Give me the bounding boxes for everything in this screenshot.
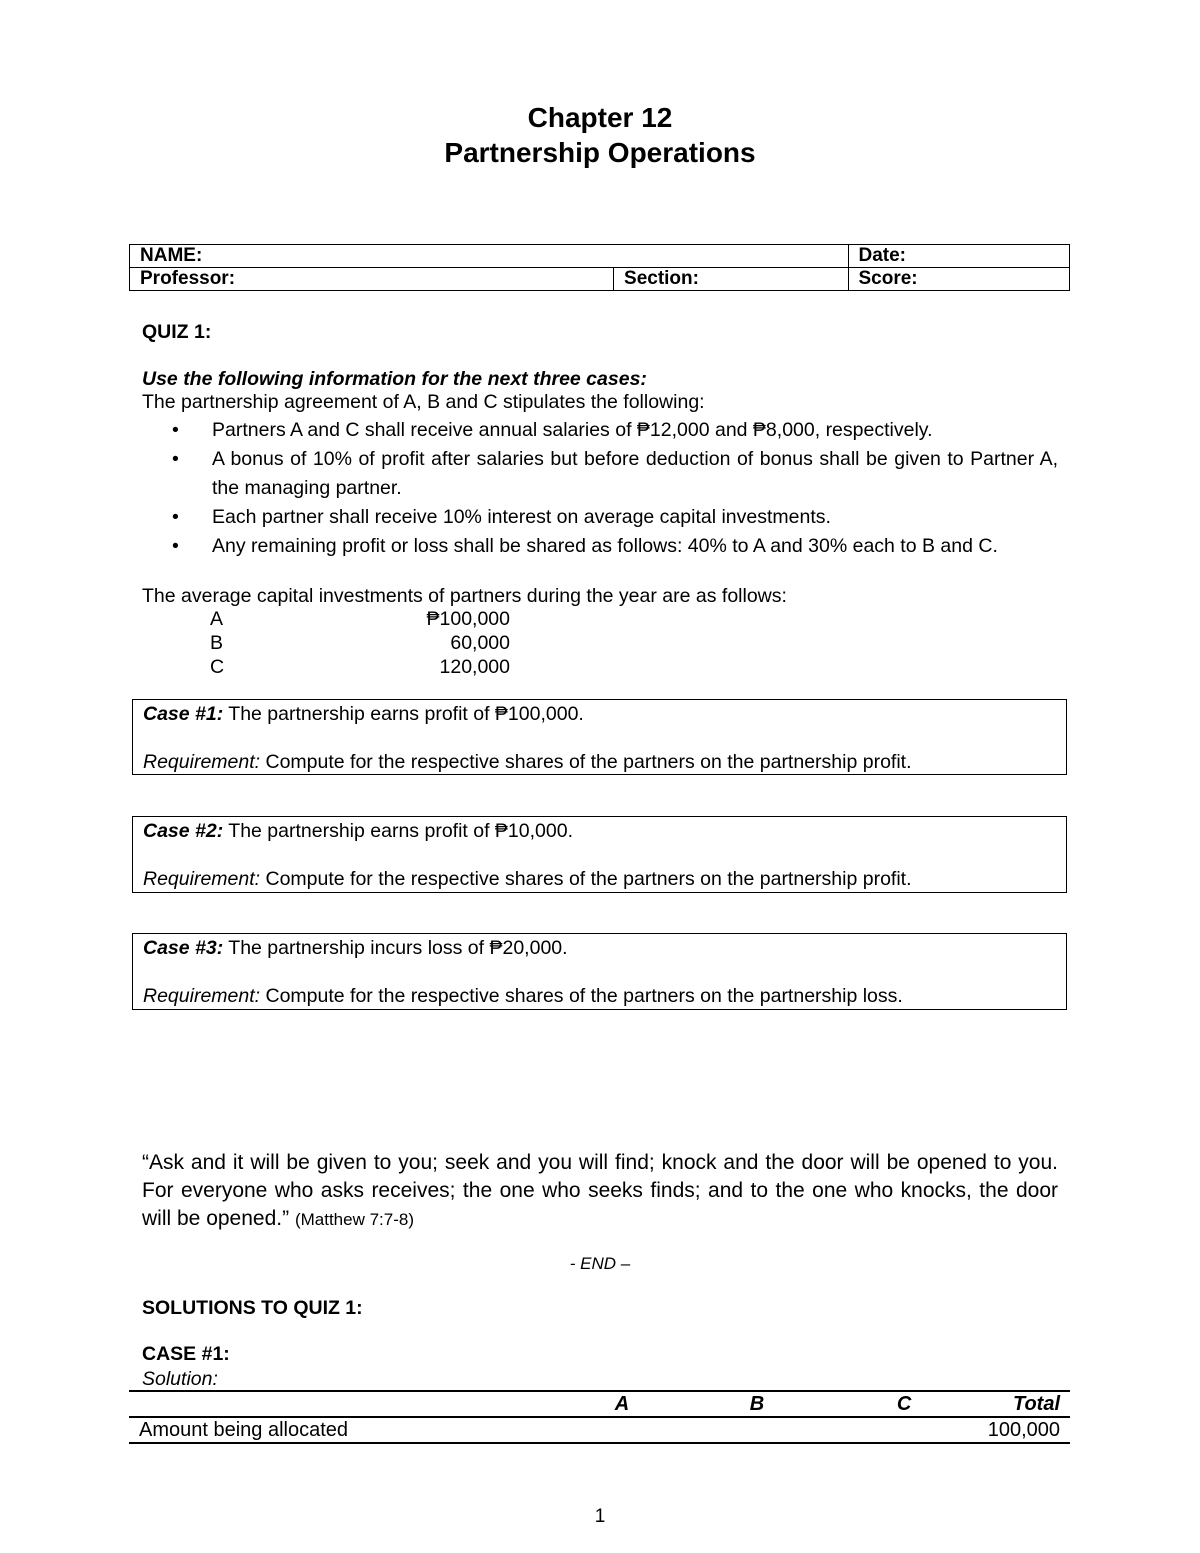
case-label: Case #1:: [143, 703, 224, 725]
page-number: 1: [594, 1506, 606, 1527]
table-cell: Amount being allocated: [129, 1417, 561, 1443]
case-1-box: [132, 699, 1067, 775]
quote-text: “Ask and it will be given to you; seek and you will find; knock and the door will be opened to you. For everyone who asks receives; the one who seeks finds; and to the one who knocks, the door will be opened.”: [142, 1151, 1058, 1230]
requirement-text: Compute for the respective shares of the partners on the partnership loss.: [260, 985, 903, 1007]
bible-quote: [142, 1149, 1058, 1234]
bullet-icon: •: [172, 535, 179, 557]
case-text: The partnership incurs loss of ₱20,000.: [223, 937, 568, 959]
table-cell: 100,000: [978, 1417, 1070, 1443]
list-item: • Each partner shall receive 10% interest on average capital investments.: [142, 503, 1058, 532]
list-item: • Partners A and C shall receive annual salaries of ₱12,000 and ₱8,000, respectively.: [142, 416, 1058, 445]
table-cell: [683, 1417, 830, 1443]
solution-table: [129, 1390, 1070, 1444]
case-3-box: [132, 933, 1067, 1010]
column-header: B: [683, 1391, 830, 1417]
table-row: [210, 607, 510, 631]
end-marker: - END –: [569, 1254, 631, 1273]
capital-amount: 120,000: [439, 656, 510, 678]
quiz-intro: The partnership agreement of A, B and C stipulates the following:: [142, 391, 705, 413]
case-heading: CASE #1:: [142, 1343, 230, 1365]
section-field[interactable]: Section:: [614, 268, 848, 291]
capital-amount: ₱100,000: [426, 608, 510, 630]
quiz-instruction: Use the following information for the next three cases:: [142, 368, 647, 390]
table-header-row: [129, 1391, 1070, 1417]
bullet-icon: •: [172, 448, 179, 470]
capital-intro: The average capital investments of partners during the year are as follows:: [142, 585, 787, 607]
score-field[interactable]: Score:: [848, 268, 1070, 291]
capital-table: [210, 607, 510, 679]
list-item: • Any remaining profit or loss shall be shared as follows: 40% to A and 30% each to B and C.: [142, 532, 1058, 561]
column-header: Total: [978, 1391, 1070, 1417]
solutions-heading: SOLUTIONS TO QUIZ 1:: [142, 1297, 363, 1319]
professor-field[interactable]: Professor:: [130, 268, 614, 291]
case-text: The partnership earns profit of ₱10,000.: [223, 820, 573, 842]
column-header: C: [831, 1391, 978, 1417]
agreement-list: [142, 416, 1058, 561]
table-cell: [831, 1417, 978, 1443]
table-row: [210, 631, 510, 655]
table-cell: [561, 1417, 684, 1443]
quote-citation: (Matthew 7:7-8): [294, 1210, 414, 1229]
requirement-label: Requirement:: [143, 985, 261, 1007]
date-field[interactable]: Date:: [848, 245, 1070, 268]
chapter-number: Chapter 12: [527, 102, 673, 133]
table-row: [129, 1417, 1070, 1443]
case-label: Case #3:: [143, 937, 224, 959]
requirement-label: Requirement:: [143, 868, 261, 890]
capital-partner: C: [210, 656, 225, 678]
column-header: A: [561, 1391, 684, 1417]
list-item: • A bonus of 10% of profit after salaries but before deduction of bonus shall be given to Partner A, the managing partner.: [142, 445, 1058, 503]
case-label: Case #2:: [143, 820, 224, 842]
bullet-icon: •: [172, 506, 179, 528]
solution-label: Solution:: [142, 1368, 218, 1390]
quiz-heading: QUIZ 1:: [142, 321, 212, 343]
bullet-icon: •: [172, 419, 179, 441]
column-header: [129, 1391, 561, 1417]
name-field[interactable]: NAME:: [130, 245, 849, 268]
table-row: [210, 655, 510, 679]
page-title: Partnership Operations: [444, 137, 756, 168]
requirement-text: Compute for the respective shares of the partners on the partnership profit.: [260, 751, 912, 773]
case-text: The partnership earns profit of ₱100,000.: [223, 703, 584, 725]
student-info-table: [129, 244, 1070, 291]
requirement-label: Requirement:: [143, 751, 261, 773]
case-2-box: [132, 816, 1067, 893]
capital-partner: B: [210, 632, 224, 654]
capital-partner: A: [210, 608, 224, 630]
capital-amount: 60,000: [450, 632, 510, 654]
requirement-text: Compute for the respective shares of the partners on the partnership profit.: [260, 868, 912, 890]
